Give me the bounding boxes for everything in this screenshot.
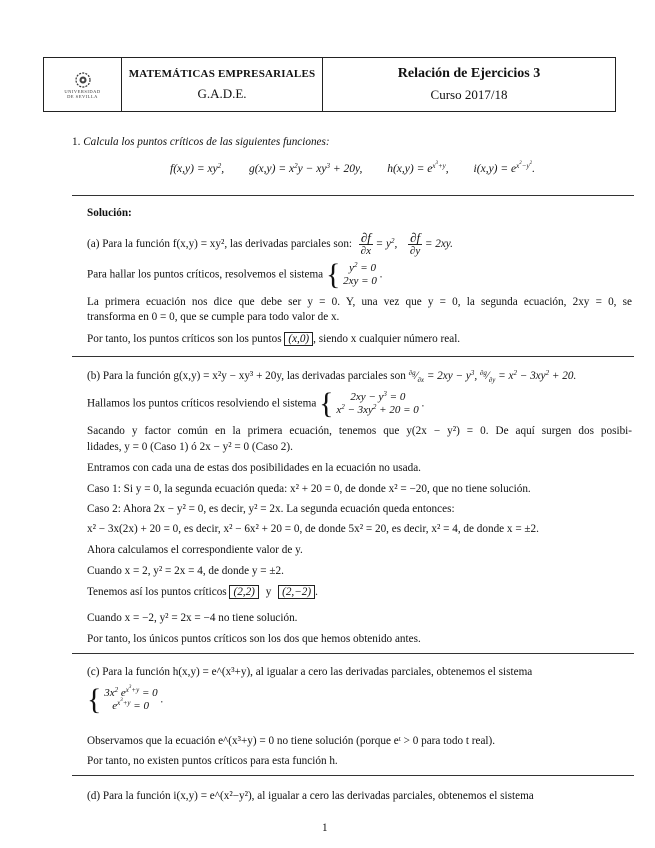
course-year: Curso 2017/18: [430, 87, 508, 102]
part-a-conclusion-post: , siendo x cualquier número real.: [313, 333, 461, 345]
part-a-intro: (a) Para la función f(x,y) = xy², las derivadas parciales son: $\frac{\partial f}{\partial x}$ = $y^2$, $\frac{\partial f}{\partial y}$ = 2xy.: [87, 230, 453, 257]
part-a-intro-text: (a) Para la función f(x,y) = xy², las derivadas parciales son:: [87, 238, 353, 251]
part-b-paragraph-3: Entramos con cada una de estas dos posibilidades en la ecuación no usada.: [87, 462, 421, 474]
exercise-statement: [72, 136, 330, 148]
logo-text-line1: UNIVERSIDAD: [64, 88, 101, 94]
solution-heading: Solución:: [87, 207, 132, 219]
part-a-conclusion-pre: Por tanto, los puntos críticos son los puntos: [87, 333, 282, 345]
part-a-conclusion: [87, 333, 460, 345]
part-b-paragraph-8: Cuando x = 2, y² = 2x = 4, de donde y = ±2.: [87, 565, 284, 577]
part-a-paragraph-2: transforma en 0 = 0, que se cumple para todo valor de x.: [87, 311, 340, 323]
conjunction: y: [265, 586, 272, 598]
exercise-number: 1.: [72, 136, 81, 148]
document-header: [43, 57, 616, 112]
degree-name: G.A.D.E.: [197, 85, 247, 101]
divider: [72, 356, 634, 357]
part-b-intro: (b) Para la función g(x,y) = x²y − xy³ + 20y, las derivadas parciales son $^{\partial g}⁄_{\partial x} = 2xy - y^3$, $^{\partial g}⁄_{\partial y} = x^2 - 3xy^2 + 20$.: [87, 369, 577, 385]
critical-point-b2: (2,−2): [278, 585, 315, 599]
part-a-system-intro: Para hallar los puntos críticos, resolvemos el sistema: [87, 268, 324, 281]
critical-point-a: (x,0): [284, 332, 313, 346]
page-number: 1: [322, 822, 328, 834]
part-b-paragraph-7: Ahora calculamos el correspondiente valor de y.: [87, 544, 303, 556]
university-seal-icon: [74, 71, 92, 89]
part-b-critical-points: Tenemos así los puntos críticos (2,2) y (2,−2) .: [87, 586, 318, 598]
part-b-intro-text: (b) Para la función g(x,y) = x²y − xy³ + 20y, las derivadas parciales son: [87, 370, 406, 382]
part-c-system: { $3x^2$ $e^{x^3+y} = 0$ $e^{x^3+y} = 0$ .: [87, 683, 164, 716]
part-d-intro: (d) Para la función i(x,y) = e^(x²−y²), al igualar a cero las derivadas parciales, obtenemos el sistema: [87, 790, 534, 802]
university-logo: [44, 58, 122, 111]
part-a-system: Para hallar los puntos críticos, resolvemos el sistema { $y^2 = 0$ 2xy = 0 .: [87, 258, 383, 291]
critical-point-b1: (2,2): [229, 585, 258, 599]
part-b-paragraph-10: Cuando x = −2, y² = 2x = −4 no tiene solución.: [87, 612, 298, 624]
logo-text-line2: DE SEVILLA: [67, 93, 98, 99]
divider: [72, 775, 634, 776]
part-c-intro: (c) Para la función h(x,y) = e^(x³+y), al igualar a cero las derivadas parciales, obtenemos el sistema: [87, 666, 533, 678]
part-b-paragraph-2: lidades, y = 0 (Caso 1) ó 2x − y² = 0 (Caso 2).: [87, 441, 293, 453]
part-b-system: Hallamos los puntos críticos resolviendo el sistema { $2xy - y^3 = 0$ $x^2 - 3xy^2 + 20 = 0$ .: [87, 387, 425, 420]
part-b-case-2: Caso 2: Ahora 2x − y² = 0, es decir, y² = 2x. La segunda ecuación queda entonces:: [87, 503, 455, 515]
part-c-paragraph-1: Observamos que la ecuación e^(x³+y) = 0 no tiene solución (porque eᵗ > 0 para todo t real).: [87, 735, 496, 747]
exercise-text: Calcula los puntos críticos de las siguientes funciones:: [83, 136, 330, 148]
divider: [72, 195, 634, 196]
sheet-title: Relación de Ejercicios 3: [397, 66, 541, 81]
functions-list: $f(x,y) = xy^2$, $g(x,y) = x^2y - xy^3 + 20y$, $h(x,y) = e^{x^3+y}$, $i(x,y) = e^{x^2-y^2}$.: [170, 161, 535, 175]
divider: [72, 653, 634, 654]
part-b-case-1: Caso 1: Si y = 0, la segunda ecuación queda: x² + 20 = 0, de donde x² = −20, que no tiene solución.: [87, 483, 531, 495]
part-b-case-2-equation: x² − 3x(2x) + 20 = 0, es decir, x² − 6x² + 20 = 0, de donde 5x² = 20, es decir, x² = 4, de donde x = ±2.: [87, 523, 539, 535]
part-b-system-intro: Hallamos los puntos críticos resolviendo el sistema: [87, 397, 317, 410]
part-a-paragraph-1: La primera ecuación nos dice que debe ser y = 0. Y, una vez que y = 0, la segunda ecuación, 2xy = 0, se: [87, 296, 632, 308]
part-b-paragraph-1: Sacando y factor común en la primera ecuación, tenemos que y(2x − y²) = 0. De aquí surgen dos posibi-: [87, 425, 632, 437]
part-b-points-pre: Tenemos así los puntos críticos: [87, 586, 227, 598]
part-b-paragraph-11: Por tanto, los únicos puntos críticos son los dos que hemos obtenido antes.: [87, 633, 421, 645]
subject-title: MATEMÁTICAS EMPRESARIALES: [128, 67, 316, 80]
part-c-paragraph-2: Por tanto, no existen puntos críticos para esta función h.: [87, 755, 338, 767]
